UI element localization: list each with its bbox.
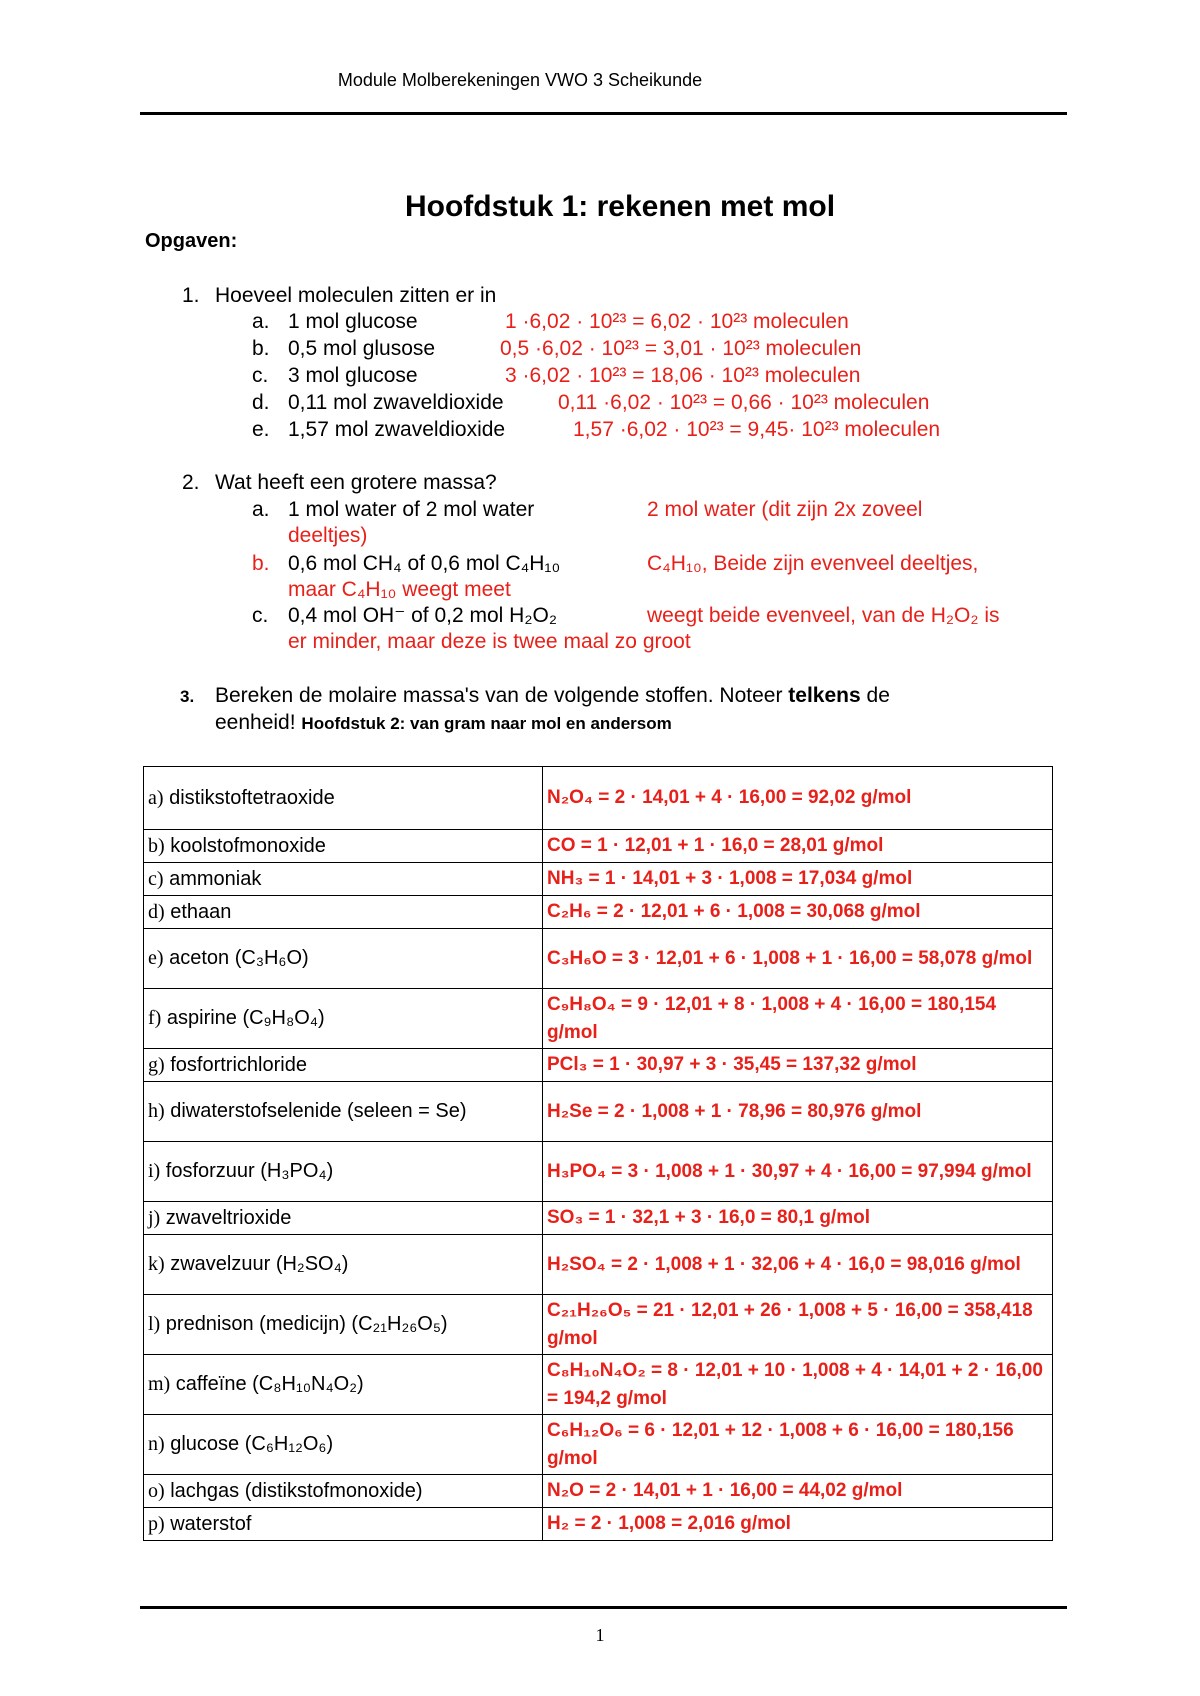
molar-mass-value: C₂₁H₂₆O₅ = 21 · 12,01 + 26 · 1,008 + 5 · 16,00 = 358,418 g/mol (543, 1295, 1053, 1355)
q2-a-answer-cont: deeltjes) (288, 524, 368, 547)
substance-name: aceton (C₃H₆O) (169, 947, 309, 969)
molar-mass-value: C₃H₆O = 3 · 12,01 + 6 · 1,008 + 1 · 16,00 = 58,078 g/mol (543, 929, 1053, 989)
q2-a-label: 1 mol water of 2 mol water (288, 498, 535, 521)
row-letter: h) (148, 1100, 165, 1122)
substance-name-cell (144, 1475, 543, 1508)
substance-name-cell (144, 896, 543, 929)
molar-mass-value: C₆H₁₂O₆ = 6 · 12,01 + 12 · 1,008 + 6 · 16,00 = 180,156 g/mol (543, 1415, 1053, 1475)
substance-name-cell (144, 1355, 543, 1415)
row-letter: j) (148, 1206, 161, 1229)
q1-item-label: 0,11 mol zwaveldioxide (288, 391, 504, 414)
q1-item-answer: 0,5 ·6,02 · 10²³ = 3,01 · 10²³ moleculen (500, 337, 862, 360)
molar-mass-value: C₂H₆ = 2 · 12,01 + 6 · 1,008 = 30,068 g/mol (543, 896, 1053, 929)
substance-name: caffeïne (C₈H₁₀N₄O₂) (175, 1373, 364, 1395)
q2-b-letter: b. (252, 552, 270, 575)
molar-mass-value: N₂O₄ = 2 · 14,01 + 4 · 16,00 = 92,02 g/mol (543, 767, 1053, 830)
molar-mass-value: H₂Se = 2 · 1,008 + 1 · 78,96 = 80,976 g/mol (543, 1082, 1053, 1142)
row-letter: d) (148, 900, 165, 923)
molar-mass-value: CO = 1 · 12,01 + 1 · 16,0 = 28,01 g/mol (543, 830, 1053, 863)
substance-name: distikstoftetraoxide (169, 786, 335, 809)
substance-name: waterstof (170, 1512, 252, 1535)
substance-name-cell (144, 1202, 543, 1235)
q2-c-answer: weegt beide evenveel, van de H₂O₂ is (647, 604, 1000, 627)
substance-name-cell (144, 767, 543, 830)
page-number: 1 (595, 1625, 605, 1645)
footer-rule (140, 1606, 1067, 1609)
q3-chapter-2-heading: Hoofdstuk 2: van gram naar mol en andersom (301, 714, 672, 733)
header-rule (140, 112, 1067, 115)
table-row (144, 1082, 1053, 1142)
q3-text-part2: de (866, 684, 890, 707)
q3-number: 3. (180, 687, 195, 706)
molar-mass-value: N₂O = 2 · 14,01 + 1 · 16,00 = 44,02 g/mol (543, 1475, 1053, 1508)
molar-mass-value: H₃PO₄ = 3 · 1,008 + 1 · 30,97 + 4 · 16,00 = 97,994 g/mol (543, 1142, 1053, 1202)
q1-item-answer: 1 ·6,02 · 10²³ = 6,02 · 10²³ moleculen (505, 310, 849, 333)
substance-name: koolstofmonoxide (170, 834, 326, 857)
table-row (144, 1295, 1053, 1355)
substance-name: lachgas (distikstofmonoxide) (170, 1479, 423, 1502)
table-row (144, 863, 1053, 896)
opgaven-label: Opgaven: (145, 230, 238, 252)
q1-item-answer: 1,57 ·6,02 · 10²³ = 9,45· 10²³ moleculen (573, 418, 941, 441)
q2-c-label: 0,4 mol OH⁻ of 0,2 mol H₂O₂ (288, 604, 557, 627)
table-row (144, 1475, 1053, 1508)
q2-a-answer: 2 mol water (dit zijn 2x zoveel (647, 498, 923, 521)
substance-name-cell (144, 1142, 543, 1202)
q1-item-letter: d. (252, 391, 270, 414)
substance-name-cell (144, 1082, 543, 1142)
substance-name-cell (144, 989, 543, 1049)
chapter-title: Hoofdstuk 1: rekenen met mol (404, 190, 836, 223)
molar-mass-value: C₈H₁₀N₄O₂ = 8 · 12,01 + 10 · 1,008 + 4 · 14,01 + 2 · 16,00 = 194,2 g/mol (543, 1355, 1053, 1415)
q1-text: Hoeveel moleculen zitten er in (215, 284, 497, 307)
substance-name: glucose (C₆H₁₂O₆) (170, 1433, 334, 1455)
page-header: Module Molberekeningen VWO 3 Scheikunde (337, 70, 703, 90)
q2-number: 2. (182, 471, 200, 494)
table-row (144, 1142, 1053, 1202)
q1-number: 1. (182, 284, 200, 307)
substance-name-cell (144, 1415, 543, 1475)
q3-text (215, 682, 1055, 737)
q1-item-label: 1,57 mol zwaveldioxide (288, 418, 506, 441)
row-letter: g) (148, 1053, 165, 1076)
q3-text-part3: eenheid! (215, 711, 296, 734)
q2-b-answer-cont: maar C₄H₁₀ weegt meet (288, 578, 511, 601)
molar-mass-value: H₂ = 2 · 1,008 = 2,016 g/mol (543, 1508, 1053, 1541)
table-row (144, 830, 1053, 863)
table-row (144, 1235, 1053, 1295)
molar-mass-value: PCl₃ = 1 · 30,97 + 3 · 35,45 = 137,32 g/mol (543, 1049, 1053, 1082)
q1-item-label: 3 mol glucose (288, 364, 418, 387)
substance-name-cell (144, 830, 543, 863)
q1-item-letter: b. (252, 337, 270, 360)
molar-mass-table (143, 766, 1053, 1541)
q1-item-letter: e. (252, 418, 270, 441)
q2-b-label: 0,6 mol CH₄ of 0,6 mol C₄H₁₀ (288, 552, 561, 575)
table-row (144, 1355, 1053, 1415)
substance-name: aspirine (C₉H₈O₄) (166, 1007, 325, 1029)
molar-mass-value: H₂SO₄ = 2 · 1,008 + 1 · 32,06 + 4 · 16,0 = 98,016 g/mol (543, 1235, 1053, 1295)
molar-mass-value: NH₃ = 1 · 14,01 + 3 · 1,008 = 17,034 g/mol (543, 863, 1053, 896)
q1-item-label: 1 mol glucose (288, 310, 418, 333)
substance-name-cell (144, 1508, 543, 1541)
q1-item-answer: 0,11 ·6,02 · 10²³ = 0,66 · 10²³ moleculen (558, 391, 930, 414)
substance-name: prednison (medicijn) (C₂₁H₂₆O₅) (165, 1313, 448, 1335)
substance-name: ethaan (170, 900, 232, 923)
row-letter: l) (148, 1313, 161, 1335)
substance-name: fosfortrichloride (170, 1053, 307, 1076)
q2-c-answer-cont: er minder, maar deze is twee maal zo groot (288, 630, 691, 653)
q1-item-answer: 3 ·6,02 · 10²³ = 18,06 · 10²³ moleculen (505, 364, 861, 387)
table-row (144, 896, 1053, 929)
substance-name-cell (144, 1235, 543, 1295)
substance-name-cell (144, 1049, 543, 1082)
substance-name: diwaterstofselenide (seleen = Se) (170, 1100, 467, 1122)
molar-mass-value: SO₃ = 1 · 32,1 + 3 · 16,0 = 80,1 g/mol (543, 1202, 1053, 1235)
q2-b-answer: C₄H₁₀, Beide zijn evenveel deeltjes, (647, 552, 979, 575)
row-letter: p) (148, 1512, 165, 1535)
table-row (144, 767, 1053, 830)
q2-text: Wat heeft een grotere massa? (215, 471, 497, 494)
substance-name: fosforzuur (H₃PO₄) (165, 1160, 334, 1182)
q3-text-part1: Bereken de molaire massa's van de volgende stoffen. Noteer (215, 684, 783, 707)
row-letter: c) (148, 867, 164, 890)
substance-name: zwavelzuur (H₂SO₄) (170, 1253, 349, 1275)
q1-item-label: 0,5 mol glusose (288, 337, 436, 360)
row-letter: n) (148, 1433, 165, 1455)
substance-name-cell (144, 863, 543, 896)
substance-name: zwaveltrioxide (165, 1206, 292, 1229)
row-letter: b) (148, 834, 165, 857)
table-row (144, 929, 1053, 989)
table-row (144, 1202, 1053, 1235)
q3-bold: telkens (788, 684, 861, 707)
row-letter: e) (148, 947, 164, 969)
table-row (144, 1508, 1053, 1541)
q1-item-letter: a. (252, 310, 270, 333)
table-row (144, 1415, 1053, 1475)
table-row (144, 989, 1053, 1049)
substance-name: ammoniak (169, 867, 262, 890)
substance-name-cell (144, 1295, 543, 1355)
row-letter: o) (148, 1479, 165, 1502)
q1-item-letter: c. (252, 364, 269, 387)
q2-c-letter: c. (252, 604, 269, 627)
molar-mass-value: C₉H₈O₄ = 9 · 12,01 + 8 · 1,008 + 4 · 16,00 = 180,154 g/mol (543, 989, 1053, 1049)
table-row (144, 1049, 1053, 1082)
row-letter: m) (148, 1373, 171, 1395)
row-letter: f) (148, 1007, 162, 1029)
row-letter: i) (148, 1160, 161, 1182)
q2-a-letter: a. (252, 498, 270, 521)
row-letter: a) (148, 786, 164, 809)
row-letter: k) (148, 1253, 165, 1275)
substance-name-cell (144, 929, 543, 989)
